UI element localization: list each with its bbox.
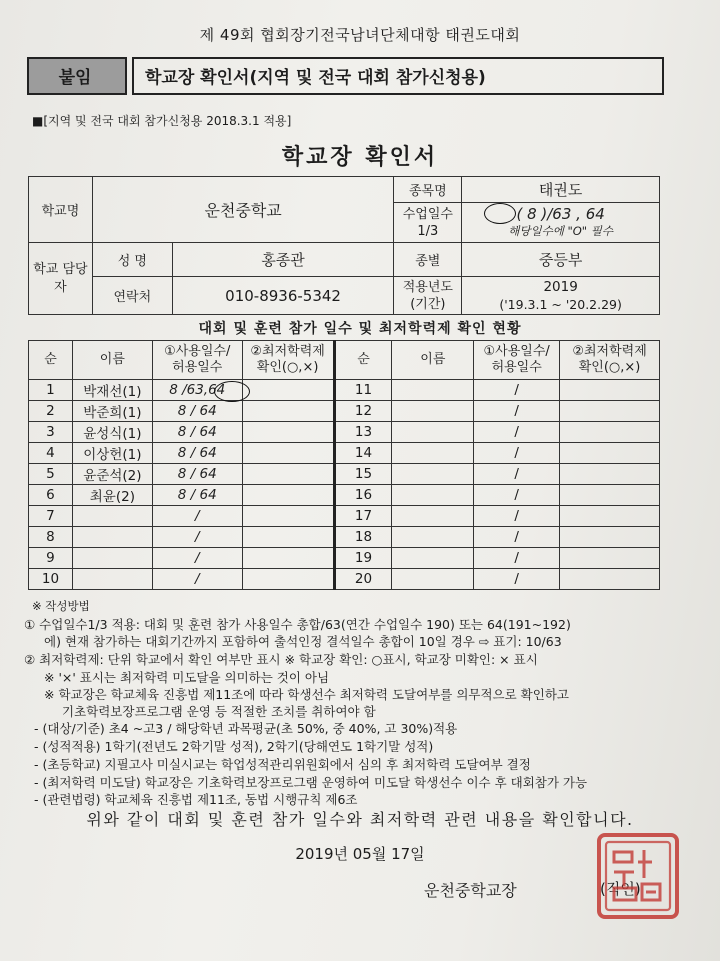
row-academic xyxy=(242,569,334,590)
row-days: 8 / 64 xyxy=(152,422,242,443)
header-name: 이름 xyxy=(72,341,152,380)
row-academic xyxy=(242,506,334,527)
year-label-cell xyxy=(394,277,462,315)
class-days-value: ( 8 )/63 , 64 xyxy=(516,204,605,223)
row-days: / xyxy=(152,569,242,590)
row-no: 10 xyxy=(29,569,73,590)
header-no: 순 xyxy=(29,341,73,380)
year-label: 적용년도 xyxy=(402,279,453,295)
row-name-right xyxy=(392,422,474,443)
form-title: 학교장 확인서(지역 및 전국 대회 참가신청용) xyxy=(145,68,486,88)
applied-label: ■[지역 및 전국 대회 참가신청용 2018.3.1 적용] xyxy=(32,114,292,128)
row-academic xyxy=(242,527,334,548)
row-academic-right xyxy=(560,485,660,506)
year-cell xyxy=(462,277,660,315)
note-line: - (초등학교) 지필고사 미실시교는 학업성적관리위원회에서 심의 후 최저학력 도달여부 결정 xyxy=(34,757,531,772)
note-line: - (대상/기준) 초4 ~고3 / 해당학년 과목평균(초 50%, 중 40%, 고 30%)적용 xyxy=(34,721,458,736)
row-days-right: / xyxy=(474,506,560,527)
header-academic-right-line2: 확인(○,×) xyxy=(578,360,641,375)
confirmation-statement: 위와 같이 대회 및 훈련 참가 일수와 최저학력 관련 내용을 확인합니다. xyxy=(86,810,634,829)
row-days: / xyxy=(152,548,242,569)
row-days: 8 /63,64 xyxy=(152,380,242,401)
attachment-label: 붙임 xyxy=(58,68,92,88)
name-label: 성 명 xyxy=(92,243,172,277)
header-academic-right xyxy=(560,341,660,380)
event-label: 종목명 xyxy=(394,177,462,203)
row-no: 8 xyxy=(29,527,73,548)
header-days-right xyxy=(474,341,560,380)
row-no: 3 xyxy=(29,422,73,443)
section-title: 대회 및 훈련 참가 일수 및 최저학력제 확인 현황 xyxy=(198,321,522,337)
row-days-right: / xyxy=(474,380,560,401)
row-name xyxy=(72,548,152,569)
division-value: 중등부 xyxy=(462,243,660,277)
row-academic-right xyxy=(560,422,660,443)
division-label: 종별 xyxy=(394,243,462,277)
row-academic xyxy=(242,401,334,422)
row-days: 8 / 64 xyxy=(152,443,242,464)
row-name: 박재선(1) xyxy=(72,380,152,401)
table-row xyxy=(29,422,660,443)
row-name-right xyxy=(392,443,474,464)
row-days: / xyxy=(152,527,242,548)
row-name xyxy=(72,527,152,548)
row-academic xyxy=(242,485,334,506)
row-academic-right xyxy=(560,443,660,464)
seal-label: (직인) xyxy=(600,880,641,898)
row-no-right: 19 xyxy=(334,548,392,569)
class-days-note: 해당일수에 "O" 필수 xyxy=(508,223,613,238)
row-academic xyxy=(242,548,334,569)
row-days-right: / xyxy=(474,548,560,569)
row-name-right xyxy=(392,485,474,506)
row-name: 이상헌(1) xyxy=(72,443,152,464)
year-value: 2019 xyxy=(543,278,578,295)
header-days xyxy=(152,341,242,380)
header-academic-right-line1: ②최저학력제 xyxy=(572,344,647,359)
header-days-right-line1: ①사용일수/ xyxy=(483,344,550,359)
row-no-right: 17 xyxy=(334,506,392,527)
year-period: ('19.3.1 ~ '20.2.29) xyxy=(499,296,622,312)
table-header-row xyxy=(29,341,660,380)
header-academic xyxy=(242,341,334,380)
row-name xyxy=(72,506,152,527)
row-name-right xyxy=(392,401,474,422)
school-info-table xyxy=(28,176,660,315)
row-days-right: / xyxy=(474,569,560,590)
row-days-right: / xyxy=(474,443,560,464)
row-no-right: 12 xyxy=(334,401,392,422)
note-line: ① 수업일수1/3 적용: 대회 및 훈련 참가 사용일수 총합/63(연간 수업일수 190) 또는 64(191~192) xyxy=(24,617,571,632)
row-no-right: 13 xyxy=(334,422,392,443)
participation-table xyxy=(28,340,660,590)
row-days-right: / xyxy=(474,485,560,506)
table-row xyxy=(29,569,660,590)
table-row xyxy=(29,485,660,506)
header-academic-line2: 확인(○,×) xyxy=(256,360,319,375)
header-name-right: 이름 xyxy=(392,341,474,380)
row-name: 박준희(1) xyxy=(72,401,152,422)
row-days: 8 / 64 xyxy=(152,464,242,485)
row-days-right: / xyxy=(474,464,560,485)
contact-value: 010-8936-5342 xyxy=(172,277,394,315)
row-academic xyxy=(242,380,334,401)
class-days-label: 수업일수 xyxy=(402,206,453,222)
school-name-label: 학교명 xyxy=(29,177,93,243)
row-no-right: 11 xyxy=(334,380,392,401)
main-title: 학교장 확인서 xyxy=(281,145,439,170)
row-academic xyxy=(242,443,334,464)
row-name-right xyxy=(392,569,474,590)
row-no-right: 15 xyxy=(334,464,392,485)
note-line: - (성적적용) 1학기(전년도 2학기말 성적), 2학기(당해연도 1학기말 성적) xyxy=(34,739,434,754)
note-line: ※ 학교장은 학교체육 진흥법 제11조에 따라 학생선수 최저학력 도달여부를 의무적으로 확인하고 xyxy=(44,687,569,702)
table-row xyxy=(29,443,660,464)
row-days-right: / xyxy=(474,422,560,443)
row-no: 2 xyxy=(29,401,73,422)
hand-circle-mark xyxy=(214,381,250,402)
school-seal-stamp xyxy=(596,832,680,920)
row-days-right: / xyxy=(474,401,560,422)
row-academic-right xyxy=(560,548,660,569)
table-row xyxy=(29,527,660,548)
row-name: 윤준석(2) xyxy=(72,464,152,485)
table-row xyxy=(29,464,660,485)
row-days: 8 / 64 xyxy=(152,485,242,506)
row-name-right xyxy=(392,527,474,548)
row-name: 최윤(2) xyxy=(72,485,152,506)
school-principal-signature: 운천중학교장 xyxy=(424,881,517,900)
table-row xyxy=(29,401,660,422)
row-academic-right xyxy=(560,464,660,485)
hand-circle-mark xyxy=(484,203,516,224)
row-days-right: / xyxy=(474,527,560,548)
note-line: - (최저학력 미도달) 학교장은 기초학력보장프로그램 운영하여 미도달 학생선수 이수 후 대회참가 가능 xyxy=(34,775,588,790)
note-line: ※ 작성방법 xyxy=(32,599,90,613)
row-name-right xyxy=(392,464,474,485)
class-days-fraction: 1/3 xyxy=(417,223,439,239)
table-row xyxy=(29,548,660,569)
row-no-right: 18 xyxy=(334,527,392,548)
row-days: / xyxy=(152,506,242,527)
row-no-right: 20 xyxy=(334,569,392,590)
note-line: 기초학력보장프로그램 운영 등 적절한 조치를 취하여야 함 xyxy=(62,704,376,719)
row-academic xyxy=(242,422,334,443)
row-no-right: 16 xyxy=(334,485,392,506)
row-name xyxy=(72,569,152,590)
note-line: 에) 현재 참가하는 대회기간까지 포함하여 출석인정 결석일수 총합이 10일 경우 ⇨ 표기: 10/63 xyxy=(44,634,562,649)
row-name-right xyxy=(392,380,474,401)
name-value: 홍종관 xyxy=(172,243,394,277)
header-academic-line1: ②최저학력제 xyxy=(250,344,325,359)
table-row xyxy=(29,380,660,401)
header-days-line2: 허용일수 xyxy=(172,360,223,375)
row-days: 8 / 64 xyxy=(152,401,242,422)
row-no: 5 xyxy=(29,464,73,485)
row-academic-right xyxy=(560,401,660,422)
row-name-right xyxy=(392,548,474,569)
header-days-line1: ①사용일수/ xyxy=(164,344,231,359)
row-no: 9 xyxy=(29,548,73,569)
table-body xyxy=(29,380,660,590)
issue-date: 2019년 05월 17일 xyxy=(295,845,425,863)
row-academic-right xyxy=(560,527,660,548)
row-no-right: 14 xyxy=(334,443,392,464)
row-academic-right xyxy=(560,506,660,527)
manager-label: 학교 담당자 xyxy=(29,243,93,315)
note-line: - (관련법령) 학교체육 진흥법 제11조, 동법 시행규칙 제6조 xyxy=(34,792,358,807)
row-academic-right xyxy=(560,569,660,590)
header-no-right: 순 xyxy=(334,341,392,380)
table-row xyxy=(29,506,660,527)
row-no: 7 xyxy=(29,506,73,527)
row-academic-right xyxy=(560,380,660,401)
row-academic xyxy=(242,464,334,485)
contact-label: 연락처 xyxy=(92,277,172,315)
row-name: 윤성식(1) xyxy=(72,422,152,443)
year-period-label: (기간) xyxy=(410,296,446,312)
note-line: ② 최저학력제: 단위 학교에서 확인 여부만 표시 ※ 학교장 확인: ○표시, 학교장 미확인: × 표시 xyxy=(24,652,538,667)
row-no: 6 xyxy=(29,485,73,506)
school-name-value: 운천중학교 xyxy=(92,177,393,243)
row-no: 1 xyxy=(29,380,73,401)
row-no: 4 xyxy=(29,443,73,464)
header-days-right-line2: 허용일수 xyxy=(491,360,542,375)
event-value: 태권도 xyxy=(462,177,660,203)
class-days-label-cell xyxy=(394,203,462,243)
competition-header: 제 49회 협회장기전국남녀단체대항 태권도대회 xyxy=(199,26,521,44)
row-name-right xyxy=(392,506,474,527)
note-line: ※ '×' 표시는 최저학력 미도달을 의미하는 것이 아님 xyxy=(44,670,330,685)
